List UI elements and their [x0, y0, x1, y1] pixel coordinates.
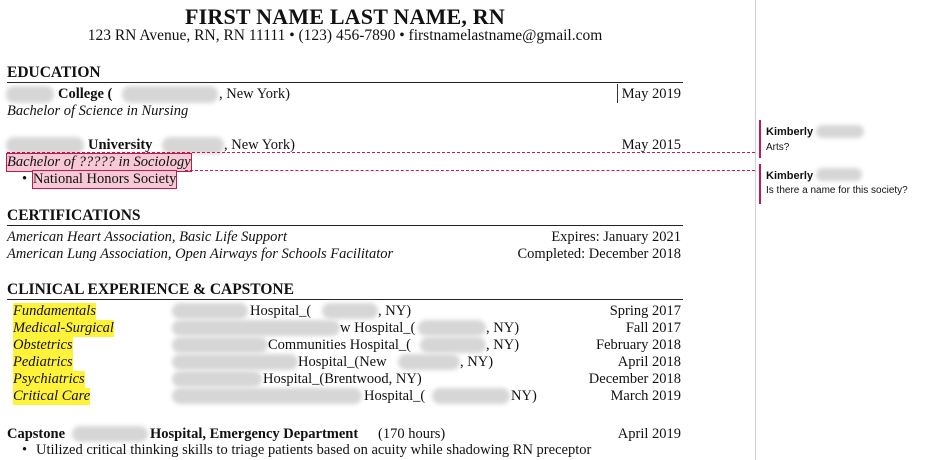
bullet-glyph: • [22, 442, 28, 458]
comment-connector-2 [185, 170, 755, 171]
redaction [420, 337, 486, 353]
comment-text-1[interactable]: Arts? [766, 142, 790, 153]
certification-name-2: American Lung Association, Open Airways for Schools Facilitator [7, 246, 394, 262]
capstone-hours: (170 hours) [378, 426, 446, 442]
redaction [172, 303, 248, 319]
education-degree-1: Bachelor of Science in Nursing [7, 103, 189, 119]
comment-bar-1 [759, 120, 761, 158]
certification-name-1: American Heart Association, Basic Life Support [7, 229, 288, 245]
education-school-2: University [88, 137, 153, 153]
capstone-label: Capstone [7, 426, 66, 442]
contact-line: 123 RN Avenue, RN, RN 11111 • (123) 456-7890 • firstnamelastname@gmail.com [87, 27, 603, 44]
redaction [322, 303, 378, 319]
comment-connector-1 [7, 152, 755, 153]
capstone-bullet: Utilized critical thinking skills to triage patients based on acuity while shadowing RN preceptor [36, 442, 592, 458]
clinical-site: Hospital_(New [298, 354, 387, 370]
text-cursor [617, 84, 618, 103]
redaction [816, 125, 864, 138]
comment-text-2[interactable]: Is there a name for this society? [766, 185, 908, 196]
redaction [122, 86, 218, 103]
clinical-area: Psychiatrics [13, 371, 85, 387]
clinical-site: w Hospital_( [340, 320, 416, 336]
clinical-site: Hospital_(Brentwood, NY) [263, 371, 422, 387]
clinical-site: Hospital_( [250, 303, 312, 319]
comment-bar-2 [759, 164, 761, 204]
certification-status-1: Expires: January 2021 [551, 229, 681, 245]
redaction [72, 426, 148, 442]
education-location-1: , New York) [219, 86, 290, 102]
clinical-date: Fall 2017 [625, 320, 681, 336]
clinical-area: Pediatrics [13, 354, 73, 370]
resume-name: FIRST NAME LAST NAME, RN [185, 4, 505, 29]
comment-margin [755, 0, 928, 460]
certifications-rule [7, 225, 683, 226]
clinical-location: , NY) [486, 320, 520, 336]
education-school-1: College ( [58, 86, 113, 102]
redaction [6, 86, 54, 103]
redaction [172, 320, 340, 336]
capstone-site: Hospital, Emergency Department [150, 426, 359, 442]
clinical-heading: CLINICAL EXPERIENCE & CAPSTONE [7, 281, 294, 298]
clinical-date: April 2018 [617, 354, 681, 370]
clinical-area: Critical Care [13, 388, 91, 404]
education-location-2: , New York) [224, 137, 295, 153]
clinical-date: March 2019 [610, 388, 681, 404]
redaction [432, 388, 510, 404]
clinical-site: Hospital_( [364, 388, 426, 404]
clinical-area: Fundamentals [13, 303, 96, 319]
education-honor[interactable]: National Honors Society [33, 171, 177, 187]
education-degree-2[interactable]: Bachelor of ????? in Sociology [7, 154, 191, 170]
clinical-site: Communities Hospital_( [268, 337, 411, 353]
redaction [172, 354, 298, 370]
comment-author-1[interactable]: Kimberly [766, 126, 814, 138]
clinical-area: Medical-Surgical [13, 320, 114, 336]
certification-status-2: Completed: December 2018 [517, 246, 681, 262]
clinical-rule [7, 299, 683, 300]
clinical-area: Obstetrics [13, 337, 73, 353]
education-date-2: May 2015 [621, 137, 681, 153]
education-rule [7, 82, 683, 83]
capstone-date: April 2019 [617, 426, 681, 442]
redaction [172, 371, 262, 387]
redaction [418, 320, 486, 336]
clinical-location: , NY) [460, 354, 494, 370]
bullet-glyph: • [22, 171, 28, 187]
redaction [816, 168, 862, 181]
clinical-date: Spring 2017 [609, 303, 681, 319]
education-heading: EDUCATION [7, 64, 101, 81]
clinical-location: , NY) [486, 337, 520, 353]
comment-author-2[interactable]: Kimberly [766, 170, 814, 182]
redaction [172, 337, 268, 353]
clinical-location: NY) [511, 388, 537, 404]
redaction [398, 354, 460, 370]
clinical-date: December 2018 [588, 371, 681, 387]
clinical-location: , NY) [378, 303, 412, 319]
education-date-1: May 2019 [621, 86, 681, 102]
redaction [172, 388, 362, 404]
certifications-heading: CERTIFICATIONS [7, 207, 141, 224]
clinical-date: February 2018 [596, 337, 681, 353]
